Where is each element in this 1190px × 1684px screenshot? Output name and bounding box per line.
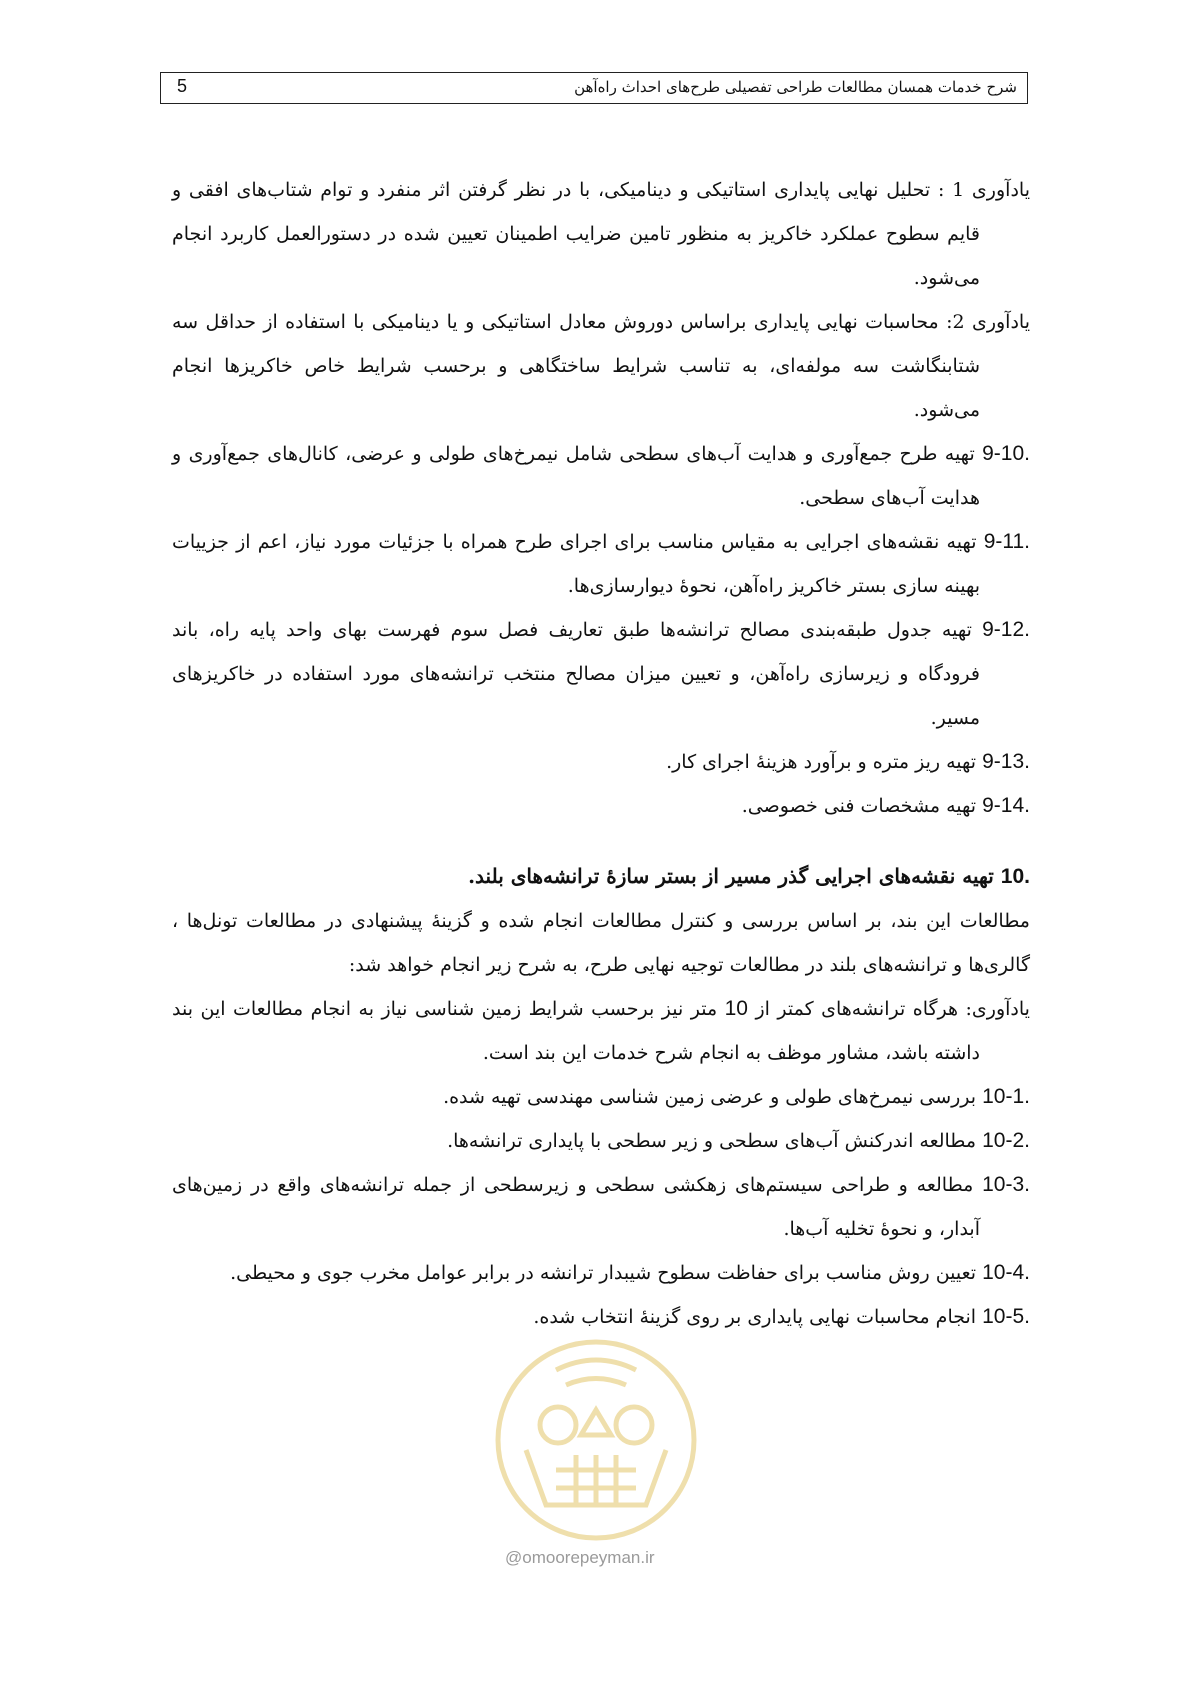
item-text: تهیه طرح جمع‌آوری و هدایت آب‌های سطحی شامل نیمرخ‌های طولی و عرضی، کانال‌های جمع‌آوری و هدایت آب‌های سطحی.: [172, 443, 983, 509]
item-number: 9-11.: [983, 530, 1030, 553]
item-text: انجام محاسبات نهایی پایداری بر روی گزینهٔ انتخاب شده.: [533, 1306, 983, 1328]
section-number: 10.: [1000, 865, 1030, 888]
section-note-number: 10: [724, 997, 748, 1020]
note-1-text: تحلیل نهایی پایداری استاتیکی و دینامیکی، با در نظر گرفتن اثر منفرد و توام شتاب‌های افقی و قایم سطوح عملکرد خاکریز به منظور تامین ضرایب اطمینان تعیین شده در دستورالعمل کاربرد انجام می‌شود.: [172, 179, 980, 289]
item-text: بررسی نیمرخ‌های طولی و عرضی زمین شناسی مهندسی تهیه شده.: [443, 1086, 983, 1108]
item-number: 10-2.: [982, 1129, 1030, 1152]
item-text: مطالعه اندرکنش آب‌های سطحی و زیر سطحی با پایداری ترانشه‌ها.: [447, 1130, 983, 1152]
item-number: 9-14.: [982, 794, 1030, 817]
section-title: تهیه نقشه‌های اجرایی گذر مسیر از بستر سازهٔ ترانشه‌های بلند.: [468, 864, 1001, 888]
item-number: 9-13.: [982, 750, 1030, 773]
list-item: [172, 784, 1030, 828]
list-item: [172, 432, 1030, 520]
list-item: [172, 1163, 1030, 1251]
note-2: [172, 300, 1030, 432]
item-text: مطالعه و طراحی سیستم‌های زهکشی سطحی و زیرسطحی از جمله ترانشه‌های واقع در زمین‌های آبدار، و نحوهٔ تخلیه آب‌ها.: [172, 1174, 983, 1240]
header-title: شرح خدمات همسان مطالعات طراحی تفصیلی طرح‌های احداث راه‌آهن: [574, 78, 1017, 96]
item-number: 10-5.: [982, 1305, 1030, 1328]
omoorepeyman-logo-icon: [486, 1330, 706, 1550]
item-text: تهیه نقشه‌های اجرایی به مقیاس مناسب برای اجرای طرح همراه با جزئیات مورد نیاز، اعم از جزییات بهینه سازی بستر خاکریز راه‌آهن، نحوهٔ دیوارسازی‌ها.: [172, 531, 984, 597]
item-text: تهیه مشخصات فنی خصوصی.: [741, 795, 983, 817]
page-header: [160, 72, 1028, 104]
document-body: [172, 168, 1030, 1339]
list-item: [172, 1119, 1030, 1163]
list-item: [172, 740, 1030, 784]
page-number: 5: [177, 76, 188, 96]
section-intro: مطالعات این بند، بر اساس بررسی و کنترل مطالعات انجام شده و گزینهٔ پیشنهادی در مطالعات تونل‌ها ، گالری‌ها و ترانشه‌های بلند در مطالعات توجیه نهایی طرح، به شرح زیر انجام خواهد شد:: [172, 910, 1030, 976]
list-item: [172, 520, 1030, 608]
item-text: تهیه جدول طبقه‌بندی مصالح ترانشه‌ها طبق تعاریف فصل سوم فهرست بهای واحد پایه راه، باند فرودگاه و زیرسازی راه‌آهن، و تعیین میزان مصالح منتخب ترانشه‌های مورد استفاده در خاکریزهای مسیر.: [172, 619, 983, 729]
list-item: [172, 1075, 1030, 1119]
watermark-text: @omoorepeyman.ir: [505, 1548, 655, 1567]
section-note: [172, 987, 1030, 1075]
item-text: تعیین روش مناسب برای حفاظت سطوح شیبدار ترانشه در برابر عوامل مخرب جوی و محیطی.: [230, 1262, 983, 1284]
section-note-text-before: هرگاه ترانشه‌های کمتر از: [747, 998, 966, 1020]
list-item: [172, 1251, 1030, 1295]
section-note-label: یادآوری:: [965, 998, 1030, 1020]
note-1: [172, 168, 1030, 300]
item-text: تهیه ریز متره و برآورد هزینهٔ اجرای کار.: [666, 751, 983, 773]
note-1-label: یادآوری 1 :: [937, 179, 1030, 201]
item-number: 10-3.: [982, 1173, 1030, 1196]
section-note-text-after: متر نیز برحسب شرایط زمین شناسی نیاز به انجام مطالعات این بند داشته باشد، مشاور موظف به انجام شرح خدمات این بند است.: [172, 998, 980, 1064]
note-2-label: یادآوری 2:: [946, 311, 1030, 333]
list-item: [172, 608, 1030, 740]
item-number: 9-12.: [982, 618, 1030, 641]
item-number: 10-4.: [982, 1261, 1030, 1284]
item-number: 10-1.: [982, 1085, 1030, 1108]
section-heading: [172, 854, 1030, 899]
note-2-text: محاسبات نهایی پایداری براساس دوروش معادل استاتیکی و یا دینامیکی با استفاده از حداقل سه شتابنگاشت سه مولفه‌ای، به تناسب شرایط ساختگاهی و برحسب شرایط خاص خاکریزها انجام می‌شود.: [172, 311, 980, 421]
item-number: 9-10.: [982, 442, 1030, 465]
